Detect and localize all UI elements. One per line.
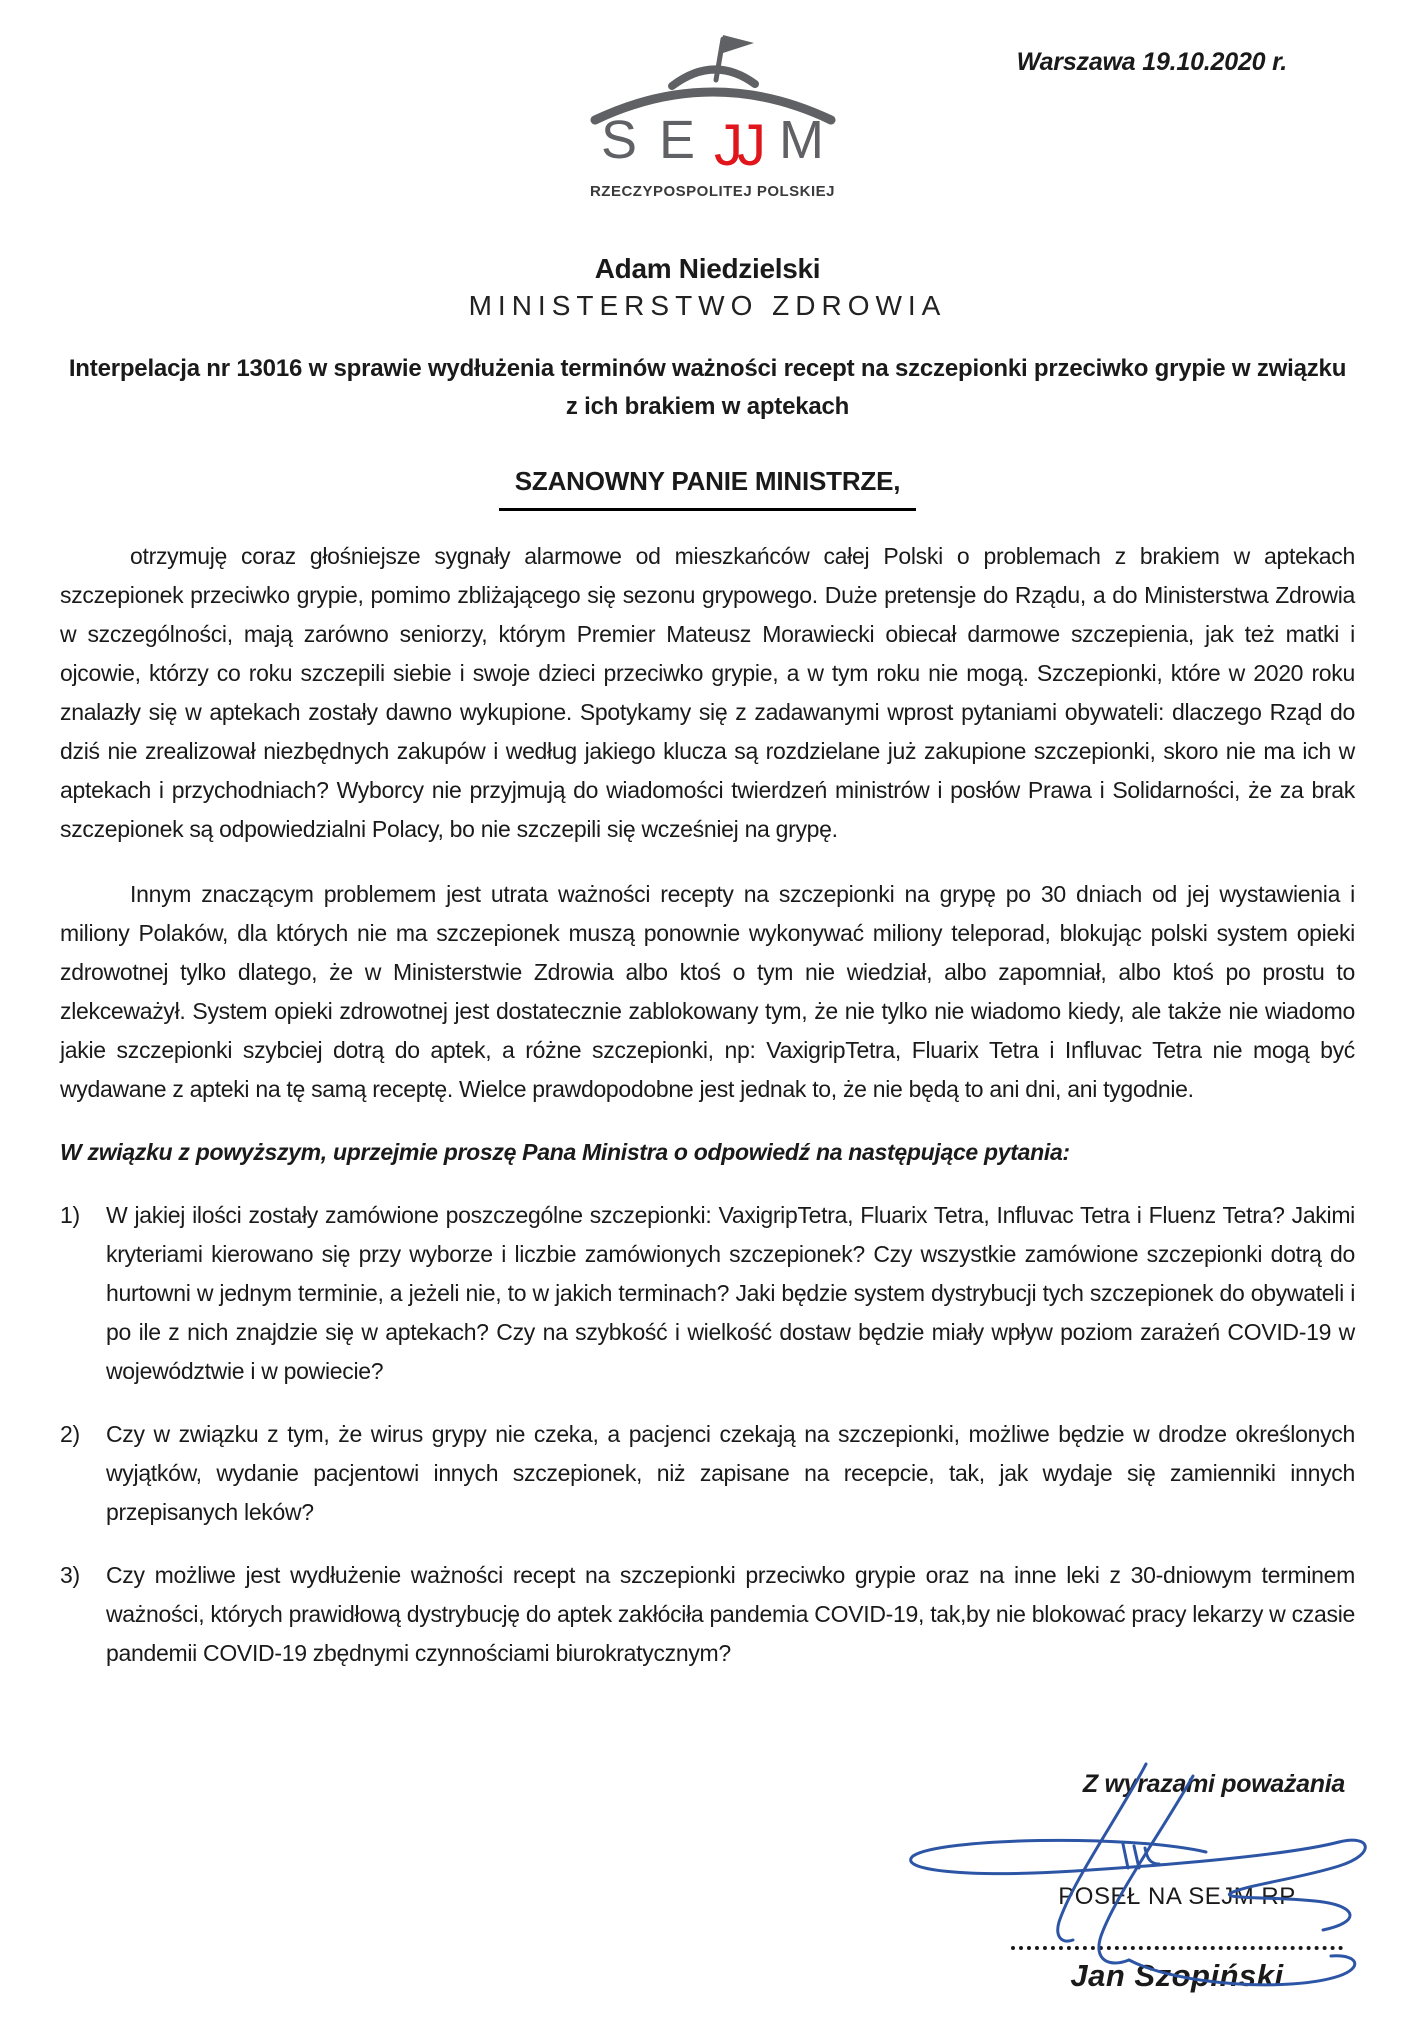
sejm-red-jj: JJ: [714, 113, 761, 178]
letter-content: [60, 252, 1355, 1804]
paragraph-1: otrzymuję coraz głośniejsze sygnały alarmowe od mieszkańców całej Polski o problemach z brakiem w aptekach szczepionek przeciwko grypie, pomimo zbliżającego się sezonu grypowego. Duże pretensje do Rządu, a do Ministerstwa Zdrowia w szczególności, mają zarówno seniorzy, którym Premier Mateusz Morawiecki obiecał darmowe szczepienia, jak też matki i ojcowie, którzy co roku szczepili siebie i swoje dzieci przeciwko grypie, a w tym roku nie mogą. Szczepionki, które w 2020 roku znalazły się w aptekach zostały dawno wykupione. Spotykamy się z zadawanymi wprost pytaniami obywateli: dlaczego Rząd do dziś nie zrealizował niezbędnych zakupów i według jakiego klucza są rozdzielane już zakupione szczepionki, skoro nie ma ich w aptekach i przychodniach? Wyborcy nie przyjmują do wiadomości twierdzeń ministrów i posłów Prawa i Solidarności, że za brak szczepionek są odpowiedzialni Polacy, bo nie szczepili się wcześniej na grypę.: [60, 543, 1355, 842]
question-1: [60, 1196, 1355, 1391]
question-3-number: 3): [60, 1562, 80, 1588]
closing-phrase: Z wyrazami poważania: [1082, 1770, 1345, 1798]
signer-role: POSEŁ NA SEJM RP: [1058, 1883, 1296, 1910]
signer-name: Jan Szopiński: [1070, 1958, 1284, 1993]
recipient-institution: MINISTERSTWO ZDROWIA: [468, 290, 947, 321]
date-line: Warszawa 19.10.2020 r.: [1016, 48, 1287, 76]
logo-subtitle: RZECZYPOSPOLITEJ POLSKIEJ: [589, 183, 836, 200]
question-1-number: 1): [60, 1202, 80, 1228]
salutation-wrap: [60, 462, 1355, 511]
paragraph-2: Innym znaczącym problemem jest utrata ważności recepty na szczepionki na grypę po 30 dniach od jej wystawienia i miliony Polaków, dla których nie ma szczepionek muszą ponownie wykonywać miliony teleporad, blokując polski system opieki zdrowotnej tylko dlatego, że w Ministerstwie Zdrowia albo ktoś o tym nie wiedział, albo zapomniał, albo ktoś po prostu to zlekceważył. System opieki zdrowotnej jest dostatecznie zablokowany tym, że nie tylko nie wiadomo kiedy, ale także nie wiadomo jakie szczepionki szybciej dotrą do aptek, a różne szczepionki, np: VaxigripTetra, Fluarix Tetra i Influvac Tetra nie mogą być wydawane z apteki na tę samą receptę. Wielce prawdopodobne jest jednak to, że nie będą to ani dni, ani tygodnie.: [60, 881, 1355, 1102]
question-2-number: 2): [60, 1421, 80, 1447]
subject-line: Interpelacja nr 13016 w sprawie wydłużenia terminów ważności recept na szczepionki przeciwko grypie w związku z ich brakiem w aptekach: [68, 355, 1347, 420]
question-2-text: Czy w związku z tym, że wirus grypy nie czeka, a pacjenci czekają na szczepionki, możliwe będzie w drodze określonych wyjątków, wydanie pacjentowi innych szczepionek, niż zapisane na recepcie, tak, jak wydaje się zamienniki innych przepisanych leków?: [106, 1421, 1355, 1525]
question-3: [60, 1556, 1355, 1673]
signature-dotted-line: [1011, 1946, 1343, 1950]
question-1-text: W jakiej ilości zostały zamówione poszczególne szczepionki: VaxigripTetra, Fluarix Tetra, Influvac Tetra i Fluenz Tetra? Jakimi kryteriami kierowano się przy wyborze i liczbie zamówionych szczepionek? Czy wszystkie zamówione szczepionki dotrą do hurtowni w jednym terminie, a jeżeli nie, to w jakich terminach? Jaki będzie system dystrybucji tych szczepionek do obywateli i po ile z nich znajdzie się w aptekach? Czy na szybkość i wielkość dostaw będzie miały wpływ poziom zarażeń COVID-19 w województwie i w powiecie?: [106, 1202, 1355, 1384]
signature-block: [1011, 1882, 1343, 1994]
sejm-logo: [583, 30, 843, 200]
flag-icon: [723, 35, 754, 53]
recipient-name: Adam Niedzielski: [594, 253, 821, 284]
salutation: SZANOWNY PANIE MINISTRZE,: [499, 462, 917, 511]
question-3-text: Czy możliwe jest wydłużenie ważności recept na szczepionki przeciwko grypie oraz na inne leki z 30-dniowym terminem ważności, których prawidłową dystrybucję do aptek zakłóciła pandemia COVID-19, tak,by nie blokować pracy lekarzy w czasie pandemii COVID-19 zbędnymi czynnościami biurokratycznym?: [106, 1562, 1355, 1666]
sejm-wordmark: S E JJ M: [600, 110, 825, 178]
request-line: W związku z powyższym, uprzejmie proszę Pana Ministra o odpowiedź na następujące pytania:: [60, 1139, 1070, 1165]
question-2: [60, 1415, 1355, 1532]
